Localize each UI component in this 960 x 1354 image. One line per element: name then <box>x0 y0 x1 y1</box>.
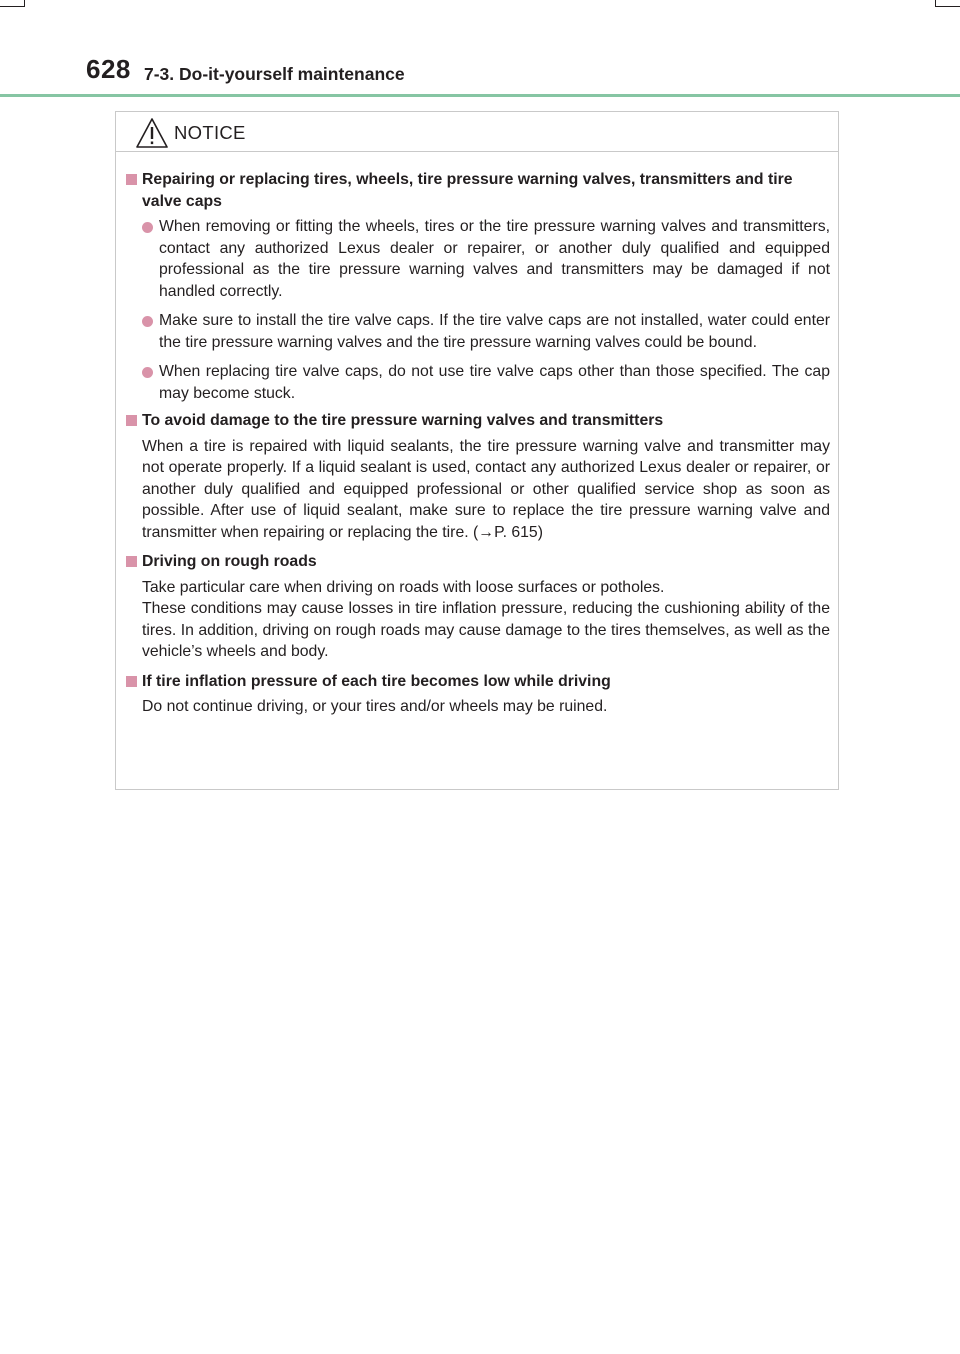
page-number: 628 <box>86 54 131 84</box>
square-bullet-icon <box>126 174 137 185</box>
bullet-item: When replacing tire valve caps, do not use tire valve caps other than those specified. The cap may become stuck. <box>116 361 838 404</box>
square-bullet-icon <box>126 556 137 567</box>
section-heading: To avoid damage to the tire pressure warning valves and transmitters <box>116 410 838 432</box>
paragraph: Take particular care when driving on roads with loose surfaces or potholes. <box>142 578 665 596</box>
paragraph: These conditions may cause losses in tire inflation pressure, reducing the cushioning ability of the tires. In addition, driving on rough roads may cause damage to the tires themselves, as well as the vehicle’s wheels and body. <box>142 600 830 660</box>
round-bullet-icon <box>142 222 153 233</box>
crop-mark-top-left-h <box>0 6 24 7</box>
paragraph: Do not continue driving, or your tires and/or wheels may be ruined. <box>142 698 608 715</box>
round-bullet-icon <box>142 367 153 378</box>
square-bullet-icon <box>126 415 137 426</box>
bullet-item: When removing or fitting the wheels, tires or the tire pressure warning valves and transmitters, contact any authorized Lexus dealer or repairer, or another duly qualified and equipped professional as the tire pressure warning valves and transmitters may be damaged if not handled correctly. <box>116 216 838 302</box>
square-bullet-icon <box>126 676 137 687</box>
notice-content <box>116 169 838 724</box>
header-rule <box>0 94 960 97</box>
warning-triangle-icon <box>135 117 169 149</box>
crop-mark-top-left-v <box>24 0 25 7</box>
notice-header <box>116 112 838 152</box>
section-heading: Driving on rough roads <box>116 551 838 573</box>
round-bullet-icon <box>142 316 153 327</box>
page-header <box>86 54 886 94</box>
bullet-item: Make sure to install the tire valve caps. If the tire valve caps are not installed, water could enter the tire pressure warning valves and the tire pressure warning valves could be bound. <box>116 310 838 353</box>
notice-box <box>115 111 839 790</box>
paragraph: When a tire is repaired with liquid sealants, the tire pressure warning valve and transmitter may not operate properly. If a liquid sealant is used, contact any authorized Lexus dealer or repairer, or another duly qualified and equipped professional or other qualified service shop as soon as possible. After use of liquid sealant, make sure to replace the tire pressure warning valve and transmitter when repairing or replacing the tire. (→P. 615) <box>142 437 830 541</box>
section-heading: Repairing or replacing tires, wheels, tire pressure warning valves, transmitters and tire valve caps <box>116 169 838 212</box>
notice-title: NOTICE <box>174 122 246 143</box>
section-heading: If tire inflation pressure of each tire becomes low while driving <box>116 671 838 693</box>
crop-mark-top-right-h <box>936 6 960 7</box>
section-title: 7-3. Do-it-yourself maintenance <box>144 64 405 84</box>
